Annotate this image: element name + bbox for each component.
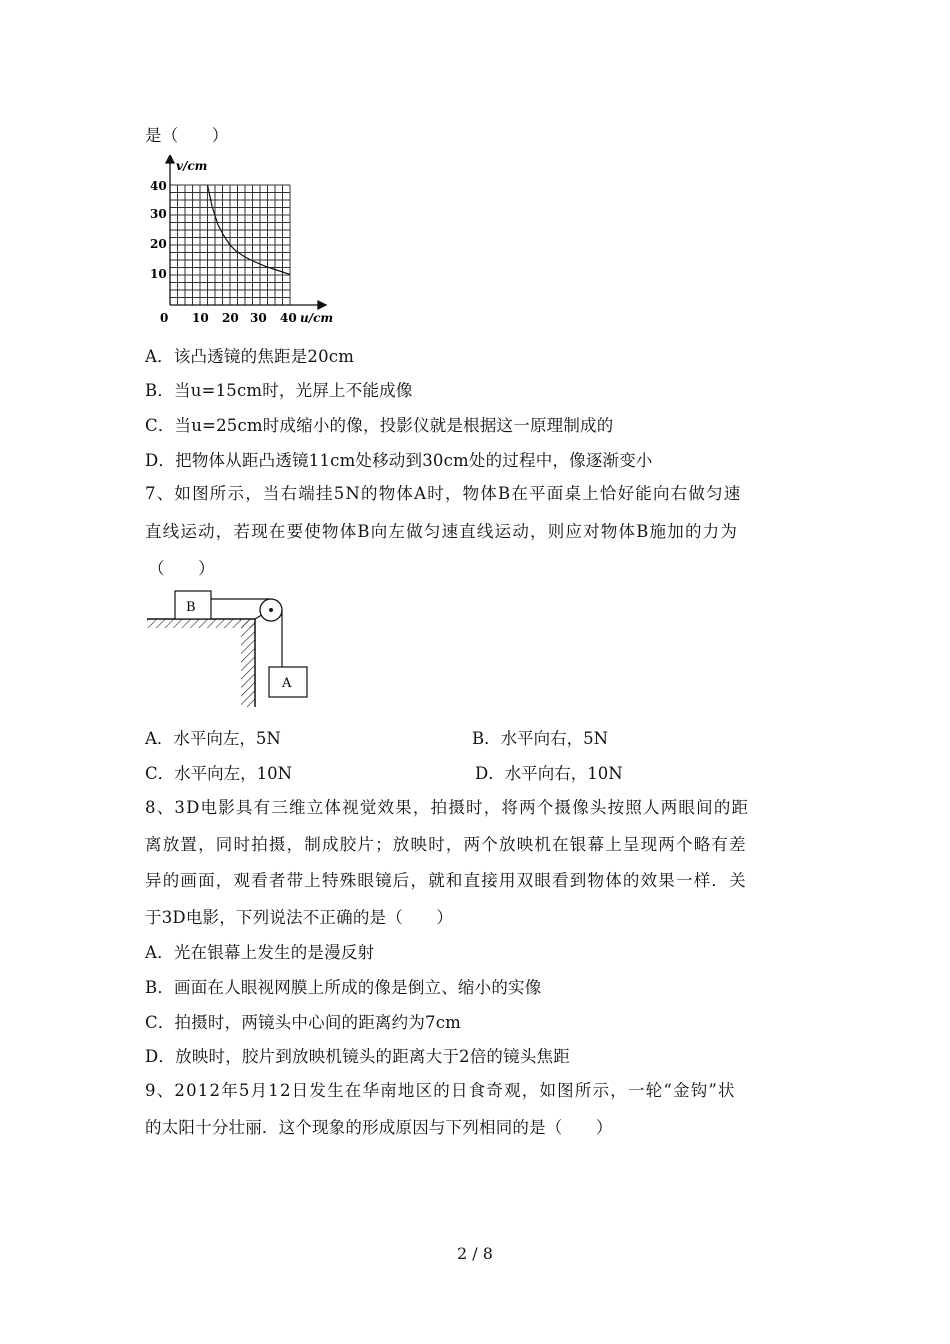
origin-label: 0 xyxy=(160,311,169,325)
x-tick-label: 30 xyxy=(250,311,267,325)
pulley-axle xyxy=(269,608,273,612)
q7-option-c: C．水平向左，10N xyxy=(145,764,293,783)
table-edge-hatch xyxy=(240,619,255,707)
table-hatch-cutout xyxy=(145,628,241,710)
x-axis-label: u/cm xyxy=(300,311,334,325)
x-tick-label: 20 xyxy=(222,311,239,325)
q9-stem-line-1: 9、2012年5月12日发生在华南地区的日食奇观，如图所示，一轮“金钩”状 xyxy=(145,1081,736,1100)
q7-stem-line-1: 7、如图所示，当右端挂5N的物体A时，物体B在平面桌上恰好能向右做匀速 xyxy=(145,484,742,503)
table-hatch xyxy=(147,619,255,628)
x-tick-label: 40 xyxy=(280,311,297,325)
q6-option-a: A．该凸透镜的焦距是20cm xyxy=(145,347,355,366)
pulley-figure xyxy=(145,588,325,710)
q6-option-c: C．当u=25cm时成缩小的像，投影仪就是根据这一原理制成的 xyxy=(145,416,614,435)
q6-stem-tail: 是（ ） xyxy=(145,126,229,145)
q8-stem-line-1: 8、3D电影具有三维立体视觉效果，拍摄时，将两个摄像头按照人两眼间的距 xyxy=(145,798,750,817)
q8-option-c: C．拍摄时，两镜头中心间的距离约为7cm xyxy=(145,1013,462,1032)
q7-stem-line-2: 直线运动，若现在要使物体B向左做匀速直线运动，则应对物体B施加的力为 xyxy=(145,522,739,541)
block-b-label: B xyxy=(186,600,196,615)
block-a-label: A xyxy=(282,676,292,691)
y-tick-label: 10 xyxy=(150,267,167,281)
graph-axes xyxy=(166,155,326,309)
q9-stem-line-2: 的太阳十分壮丽．这个现象的形成原因与下列相同的是（ ） xyxy=(145,1118,613,1137)
q8-stem-line-2: 离放置，同时拍摄，制成胶片；放映时，两个放映机在银幕上呈现两个略有差 xyxy=(145,835,747,854)
v-u-graph xyxy=(140,155,340,330)
q8-stem-line-3: 异的画面，观看者带上特殊眼镜后，就和直接用双眼看到物体的效果一样．关 xyxy=(145,871,747,890)
q7-option-d: D．水平向右，10N xyxy=(475,764,623,783)
q8-option-b: B．画面在人眼视网膜上所成的像是倒立、缩小的实像 xyxy=(145,978,542,997)
q6-option-b: B．当u=15cm时，光屏上不能成像 xyxy=(145,381,413,400)
y-tick-label: 30 xyxy=(150,207,167,221)
y-tick-label: 20 xyxy=(150,237,167,251)
q7-option-a: A．水平向左，5N xyxy=(145,729,281,748)
q7-option-b: B．水平向右，5N xyxy=(472,729,609,748)
y-axis-arrow xyxy=(166,155,174,163)
page-number: 2 / 8 xyxy=(457,1244,493,1263)
y-tick-label: 40 xyxy=(150,179,167,193)
x-tick-label: 10 xyxy=(192,311,209,325)
q8-option-d: D．放映时，胶片到放映机镜头的距离大于2倍的镜头焦距 xyxy=(145,1047,570,1066)
x-axis-arrow xyxy=(318,301,326,309)
y-axis-label: v/cm xyxy=(176,159,208,173)
q8-option-a: A．光在银幕上发生的是漫反射 xyxy=(145,943,375,962)
q8-stem-line-4: 于3D电影，下列说法不正确的是（ ） xyxy=(145,908,454,927)
q6-option-d: D．把物体从距凸透镜11cm处移动到30cm处的过程中，像逐渐变小 xyxy=(145,451,653,470)
q7-stem-line-3: （ ） xyxy=(148,559,215,578)
